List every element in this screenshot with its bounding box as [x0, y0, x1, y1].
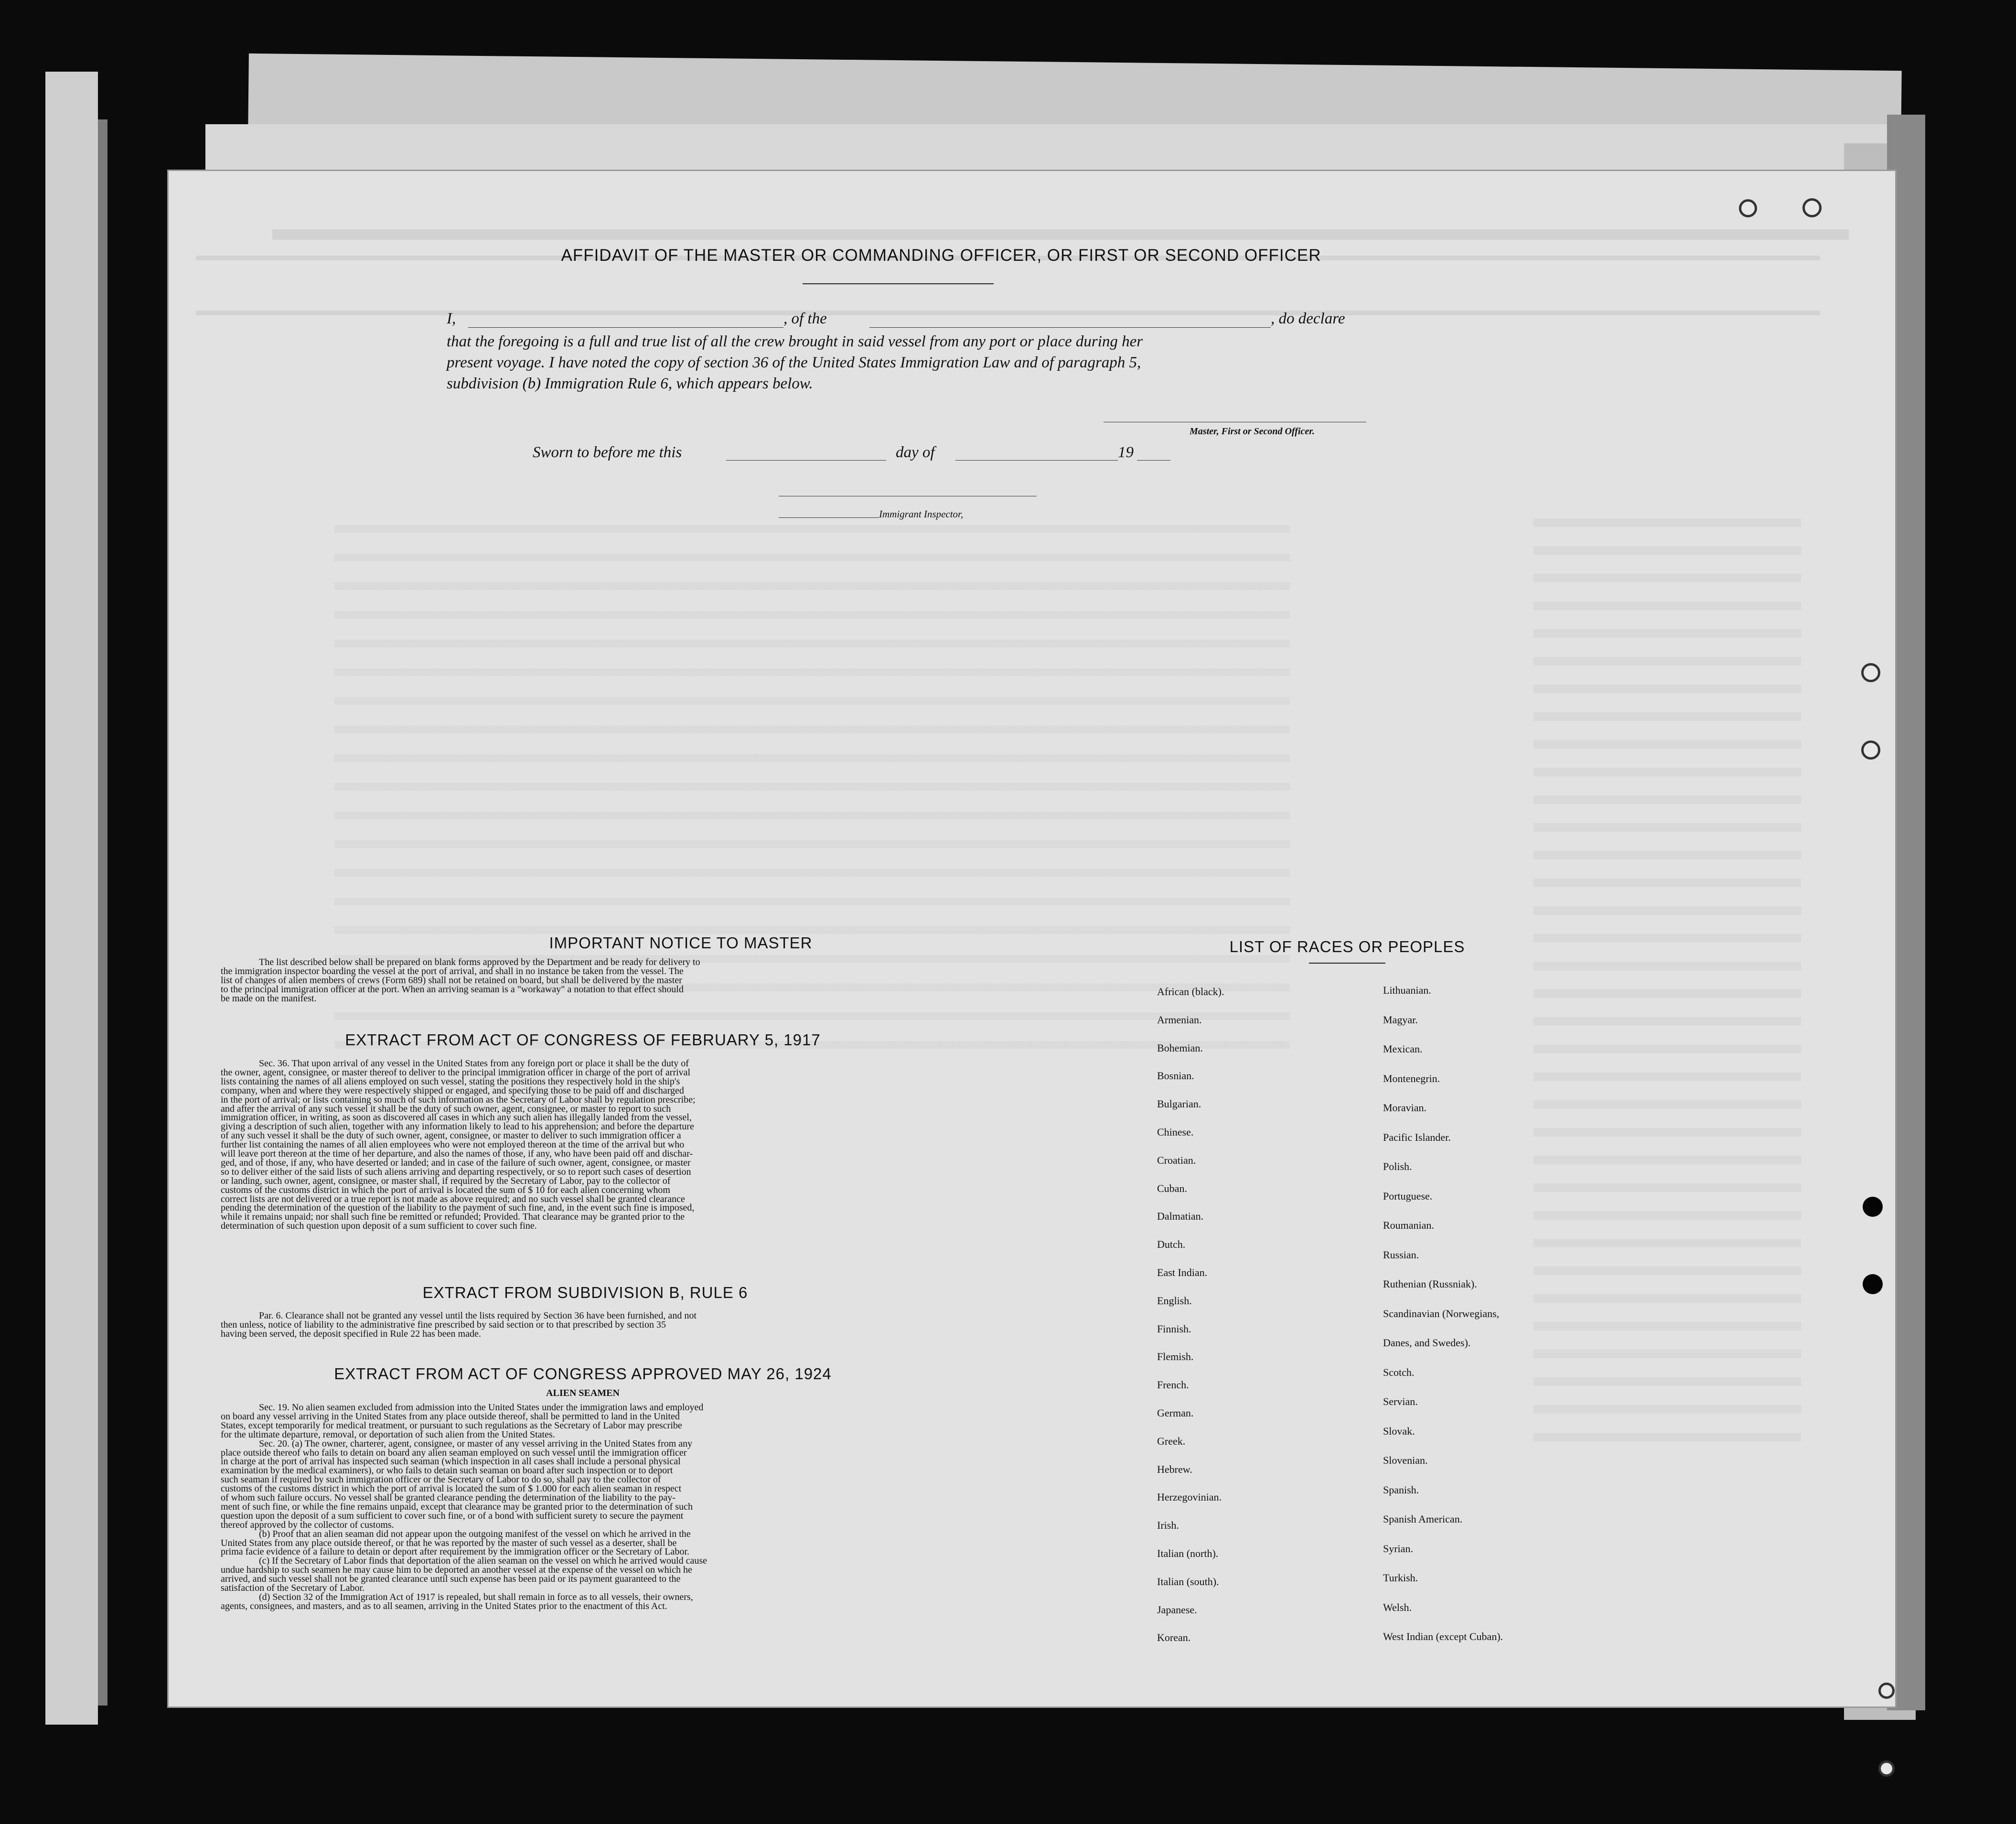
text-line: of whom such failure occurs. No vessel shall be granted clearance pending the determination of the liability to the pay-: [221, 1492, 676, 1503]
text-line: having been served, the deposit specified in Rule 22 has been made.: [221, 1328, 481, 1339]
name-blank: [468, 327, 783, 328]
race-item: Scandinavian (Norwegians,: [1383, 1307, 1500, 1320]
race-item: Ruthenian (Russniak).: [1383, 1278, 1477, 1290]
text-line: of any such vessel it shall be the duty of such owner, agent, consignee, or master to deliver to such immigration officer a: [221, 1130, 681, 1141]
text-line: while it remains unpaid; nor shall such fine be remitted or refunded; Provided. That clearance may be granted prior to the: [221, 1212, 685, 1223]
text-line: on board any vessel arriving in the United States from any place outside thereof, shall be permitted to land in the United: [221, 1411, 680, 1422]
race-item: Italian (north).: [1157, 1547, 1219, 1559]
text-line: will leave port thereon at the time of her departure, and also the names of those, if any, who have been paid off and dischar-: [221, 1148, 693, 1159]
text-line: or landing, such owner, agent, consignee, or master shall, if required by the Secretary of Labor, pay to the collector of: [221, 1175, 671, 1186]
race-item: Italian (south).: [1157, 1575, 1219, 1588]
text-line: Sec. 20. (a) The owner, charterer, agent, consignee, or master of any vessel arriving in the United States from any: [259, 1438, 693, 1449]
race-item: Magyar.: [1383, 1013, 1418, 1026]
sworn-month-blank: [955, 460, 1118, 461]
race-item: Servian.: [1383, 1395, 1418, 1407]
race-item: Chinese.: [1157, 1126, 1194, 1138]
text-line: (c) If the Secretary of Labor finds that deportation of the alien seaman on the vessel on which he arrived would cause: [259, 1556, 707, 1566]
of-label: , of the: [783, 310, 827, 327]
punch-hole: [1802, 198, 1822, 217]
notice-line: the immigration inspector boarding the vessel at the port of arrival, and shall in no instance be taken from the vessel. The: [221, 966, 684, 976]
text-line: Par. 6. Clearance shall not be granted any vessel until the lists required by Section 36 have been furnished, and not: [259, 1310, 697, 1321]
sworn-year-label: 19: [1118, 444, 1134, 461]
race-item: Spanish American.: [1383, 1513, 1463, 1525]
text-line: undue hardship to such seamen he may cause him to be deported an another vessel at the expense of the vessel on which he: [221, 1565, 692, 1576]
punch-hole: [1861, 663, 1880, 682]
race-item: Scotch.: [1383, 1366, 1415, 1378]
race-item: Pacific Islander.: [1383, 1131, 1451, 1143]
text-line: so to deliver either of the said lists of such aliens arriving and departing respectively, or so to report such cases of desertion: [221, 1166, 691, 1177]
bleed-through-list: [1533, 499, 1801, 1455]
race-item: English.: [1157, 1294, 1192, 1307]
race-item: Mexican.: [1383, 1043, 1423, 1055]
race-item: Dalmatian.: [1157, 1210, 1204, 1223]
race-item: Flemish.: [1157, 1351, 1194, 1363]
bleed-through: [272, 229, 1849, 240]
race-item: African (black).: [1157, 986, 1224, 998]
race-item: Montenegrin.: [1383, 1072, 1440, 1084]
text-line: States, except temporarily for medical treatment, or pursuant to such regulations as the Secretary of Labor may prescribe: [221, 1420, 682, 1431]
notice-title: IMPORTANT NOTICE TO MASTER: [549, 934, 813, 952]
document-page: [167, 170, 1897, 1708]
notice-line: The list described below shall be prepared on blank forms approved by the Department and be ready for delivery to: [259, 957, 700, 967]
extract-1924-title: EXTRACT FROM ACT OF CONGRESS APPROVED MAY 26, 1924: [334, 1365, 832, 1383]
race-item: Danes, and Swedes).: [1383, 1337, 1471, 1349]
race-item: Bulgarian.: [1157, 1098, 1201, 1110]
notice-line: to the principal immigration officer at the port. When an arriving seaman is a "workaway" a notation to that effect should: [221, 984, 684, 995]
paper-edge-left: [45, 72, 98, 1725]
race-item: Hebrew.: [1157, 1463, 1192, 1475]
race-item: Lithuanian.: [1383, 984, 1431, 996]
punch-hole: [1863, 1274, 1883, 1294]
race-item: German.: [1157, 1407, 1194, 1419]
text-line: company, when and where they were respectively shipped or engaged, and specifying those to be paid off and discharged: [221, 1085, 684, 1096]
race-item: Syrian.: [1383, 1542, 1413, 1555]
race-item: East Indian.: [1157, 1266, 1208, 1278]
text-line: place outside thereof who fails to detain on board any alien seaman employed on such vessel until the immigration officer: [221, 1447, 687, 1458]
race-item: Greek.: [1157, 1435, 1186, 1447]
race-item: Dutch.: [1157, 1238, 1186, 1251]
races-underline: [1309, 963, 1385, 964]
notice-line: list of changes of alien members of crews (Form 689) shall not be retained on board, but shall be delivered by the master: [221, 975, 682, 986]
text-line: immigration officer, in writing, as soon as discovered all cases in which any such alien has illegally landed from the vessel,: [221, 1112, 692, 1123]
declaration-line: present voyage. I have noted the copy of section 36 of the United States Immigration Law and of paragraph 5,: [447, 354, 1141, 371]
punch-hole: [1878, 1760, 1895, 1777]
text-line: question upon the deposit of a sum sufficient to cover such fine, or of a bond with sufficient surety to secure the payment: [221, 1510, 684, 1521]
races-title: LIST OF RACES OR PEOPLES: [1229, 938, 1465, 955]
race-item: Bosnian.: [1157, 1070, 1194, 1082]
text-line: pending the determination of the question of the liability to the payment of such fine, and, in the event such fine is imposed,: [221, 1202, 695, 1213]
race-item: Portuguese.: [1383, 1190, 1433, 1202]
affidavit-title: AFFIDAVIT OF THE MASTER OR COMMANDING OFFICER, OR FIRST OR SECOND OFFICER: [561, 246, 1321, 265]
text-line: Sec. 19. No alien seamen excluded from admission into the United States under the immigration laws and employed: [259, 1402, 704, 1413]
race-item: Welsh.: [1383, 1601, 1412, 1613]
race-item: Japanese.: [1157, 1603, 1197, 1616]
race-item: Finnish.: [1157, 1322, 1191, 1335]
text-line: giving a description of such alien, together with any information likely to lead to his apprehension; and before the departure: [221, 1121, 694, 1132]
race-item: Moravian.: [1383, 1102, 1427, 1114]
declare-label: , do declare: [1271, 310, 1345, 327]
paper-edge-shadow: [98, 119, 107, 1706]
inspector-label: Immigrant Inspector,: [879, 508, 964, 520]
race-item: Polish.: [1383, 1160, 1412, 1172]
sworn-label: Sworn to before me this: [533, 444, 682, 461]
declaration-line: subdivision (b) Immigration Rule 6, which appears below.: [447, 375, 813, 392]
text-line: customs of the customs district in which the port of arrival is located the sum of $ 1.000 for each alien seaman in respect: [221, 1483, 682, 1494]
text-line: ged, and of those, if any, who have deserted or landed; and in case of the failure of such owner, agent, consignee, or master: [221, 1157, 691, 1168]
text-line: in the port of arrival; or lists containing so much of such information as the Secretary of Labor shall by regulation prescribe;: [221, 1094, 696, 1105]
extract-1924-subtitle: ALIEN SEAMEN: [546, 1388, 620, 1398]
race-item: West Indian (except Cuban).: [1383, 1631, 1503, 1642]
race-item: Roumanian.: [1383, 1219, 1434, 1231]
race-item: Korean.: [1157, 1631, 1191, 1644]
title-underline: [803, 283, 994, 284]
text-line: United States from any place outside thereof, or that he was reported by the master of such vessel as a deserter, shall be: [221, 1537, 677, 1548]
sworn-day-label: day of: [896, 444, 935, 461]
punch-hole: [1878, 1683, 1895, 1699]
text-line: ment of such fine, or while the fine remains unpaid, except that clearance may be granted prior to the determination of such: [221, 1501, 693, 1512]
race-item: Cuban.: [1157, 1182, 1187, 1194]
race-item: French.: [1157, 1379, 1189, 1391]
text-line: agents, consignees, and masters, and as to all seamen, arriving in the United States prior to the enactment of this Act.: [221, 1600, 667, 1611]
inspector-blank: [779, 517, 879, 518]
race-item: Slovak.: [1383, 1425, 1415, 1437]
extract-1917-title: EXTRACT FROM ACT OF CONGRESS OF FEBRUARY 5, 1917: [345, 1031, 821, 1049]
text-line: examination by the medical examiners), or who fails to detain such seaman on board after such inspection or to deport: [221, 1465, 673, 1476]
race-item: Armenian.: [1157, 1013, 1202, 1026]
text-line: in charge at the port of arrival has inspected such seaman (which inspection in all cases shall include a personal physical: [221, 1456, 681, 1467]
sworn-day-blank: [726, 460, 886, 461]
race-item: Bohemian.: [1157, 1041, 1203, 1054]
text-line: satisfaction of the Secretary of Labor.: [221, 1583, 365, 1593]
text-line: further list containing the names of all alien employees who were not employed thereon at the time of the arrival but who: [221, 1139, 685, 1150]
signature-label: Master, First or Second Officer.: [1190, 426, 1315, 437]
text-line: prima facie evidence of a failure to detain or deport after requirement by the immigration officer or the Secretary of Labor.: [221, 1546, 689, 1557]
punch-hole: [1739, 199, 1757, 217]
sworn-year-blank: [1137, 460, 1170, 461]
notice-line: be made on the manifest.: [221, 993, 317, 1004]
text-line: then unless, notice of liability to the administrative fine prescribed by said section or to that prescribed by section 35: [221, 1319, 666, 1330]
text-line: correct lists are not delivered or a true report is not made as above required; and no such vessel shall be granted clearance: [221, 1193, 685, 1204]
extract-rule6-title: EXTRACT FROM SUBDIVISION B, RULE 6: [422, 1284, 748, 1301]
race-item: Croatian.: [1157, 1154, 1196, 1166]
race-item: Turkish.: [1383, 1572, 1418, 1584]
text-line: Sec. 36. That upon arrival of any vessel in the United States from any foreign port or place it shall be the duty of: [259, 1058, 689, 1069]
text-line: thereof approved by the collector of customs.: [221, 1519, 394, 1530]
vessel-blank: [869, 327, 1271, 328]
text-line: such seaman if required by such immigration officer or the Secretary of Labor to do so, shall pay to the collector of: [221, 1474, 661, 1485]
text-line: arrived, and such vessel shall not be granted clearance until such expense has been paid or its payment guaranteed to the: [221, 1574, 681, 1585]
race-item: Herzegovinian.: [1157, 1491, 1222, 1503]
text-line: the owner, agent, consignee, or master thereof to deliver to the principal immigration officer in charge of the port of arrival: [221, 1067, 691, 1078]
i-label: I,: [447, 310, 456, 327]
race-item: Irish.: [1157, 1519, 1179, 1532]
text-line: (b) Proof that an alien seaman did not appear upon the outgoing manifest of the vessel on which he arrived in the: [259, 1528, 691, 1539]
punch-hole: [1861, 740, 1880, 760]
text-line: (d) Section 32 of the Immigration Act of 1917 is repealed, but shall remain in force as to all vessels, their owners,: [259, 1591, 693, 1602]
race-item: Spanish.: [1383, 1483, 1419, 1496]
text-line: customs of the customs district in which the port of arrival is located the sum of $ 10 for each alien concerning whom: [221, 1184, 670, 1195]
text-line: for the ultimate departure, removal, or deportation of such alien from the United States.: [221, 1429, 555, 1440]
race-item: Russian.: [1383, 1248, 1419, 1261]
declaration-line: that the foregoing is a full and true list of all the crew brought in said vessel from any port or place during her: [447, 333, 1143, 350]
race-item: Slovenian.: [1383, 1454, 1428, 1466]
text-line: lists containing the names of all aliens employed on such vessel, stating the positions they respectively hold in the ship's: [221, 1076, 680, 1087]
text-line: and after the arrival of any such vessel it shall be the duty of such owner, agent, consignee, or master to report to such: [221, 1103, 671, 1114]
declaration-first-line: [447, 308, 1369, 329]
punch-hole: [1863, 1197, 1883, 1217]
text-line: determination of such question upon deposit of a sum sufficient to cover such fine.: [221, 1221, 537, 1232]
